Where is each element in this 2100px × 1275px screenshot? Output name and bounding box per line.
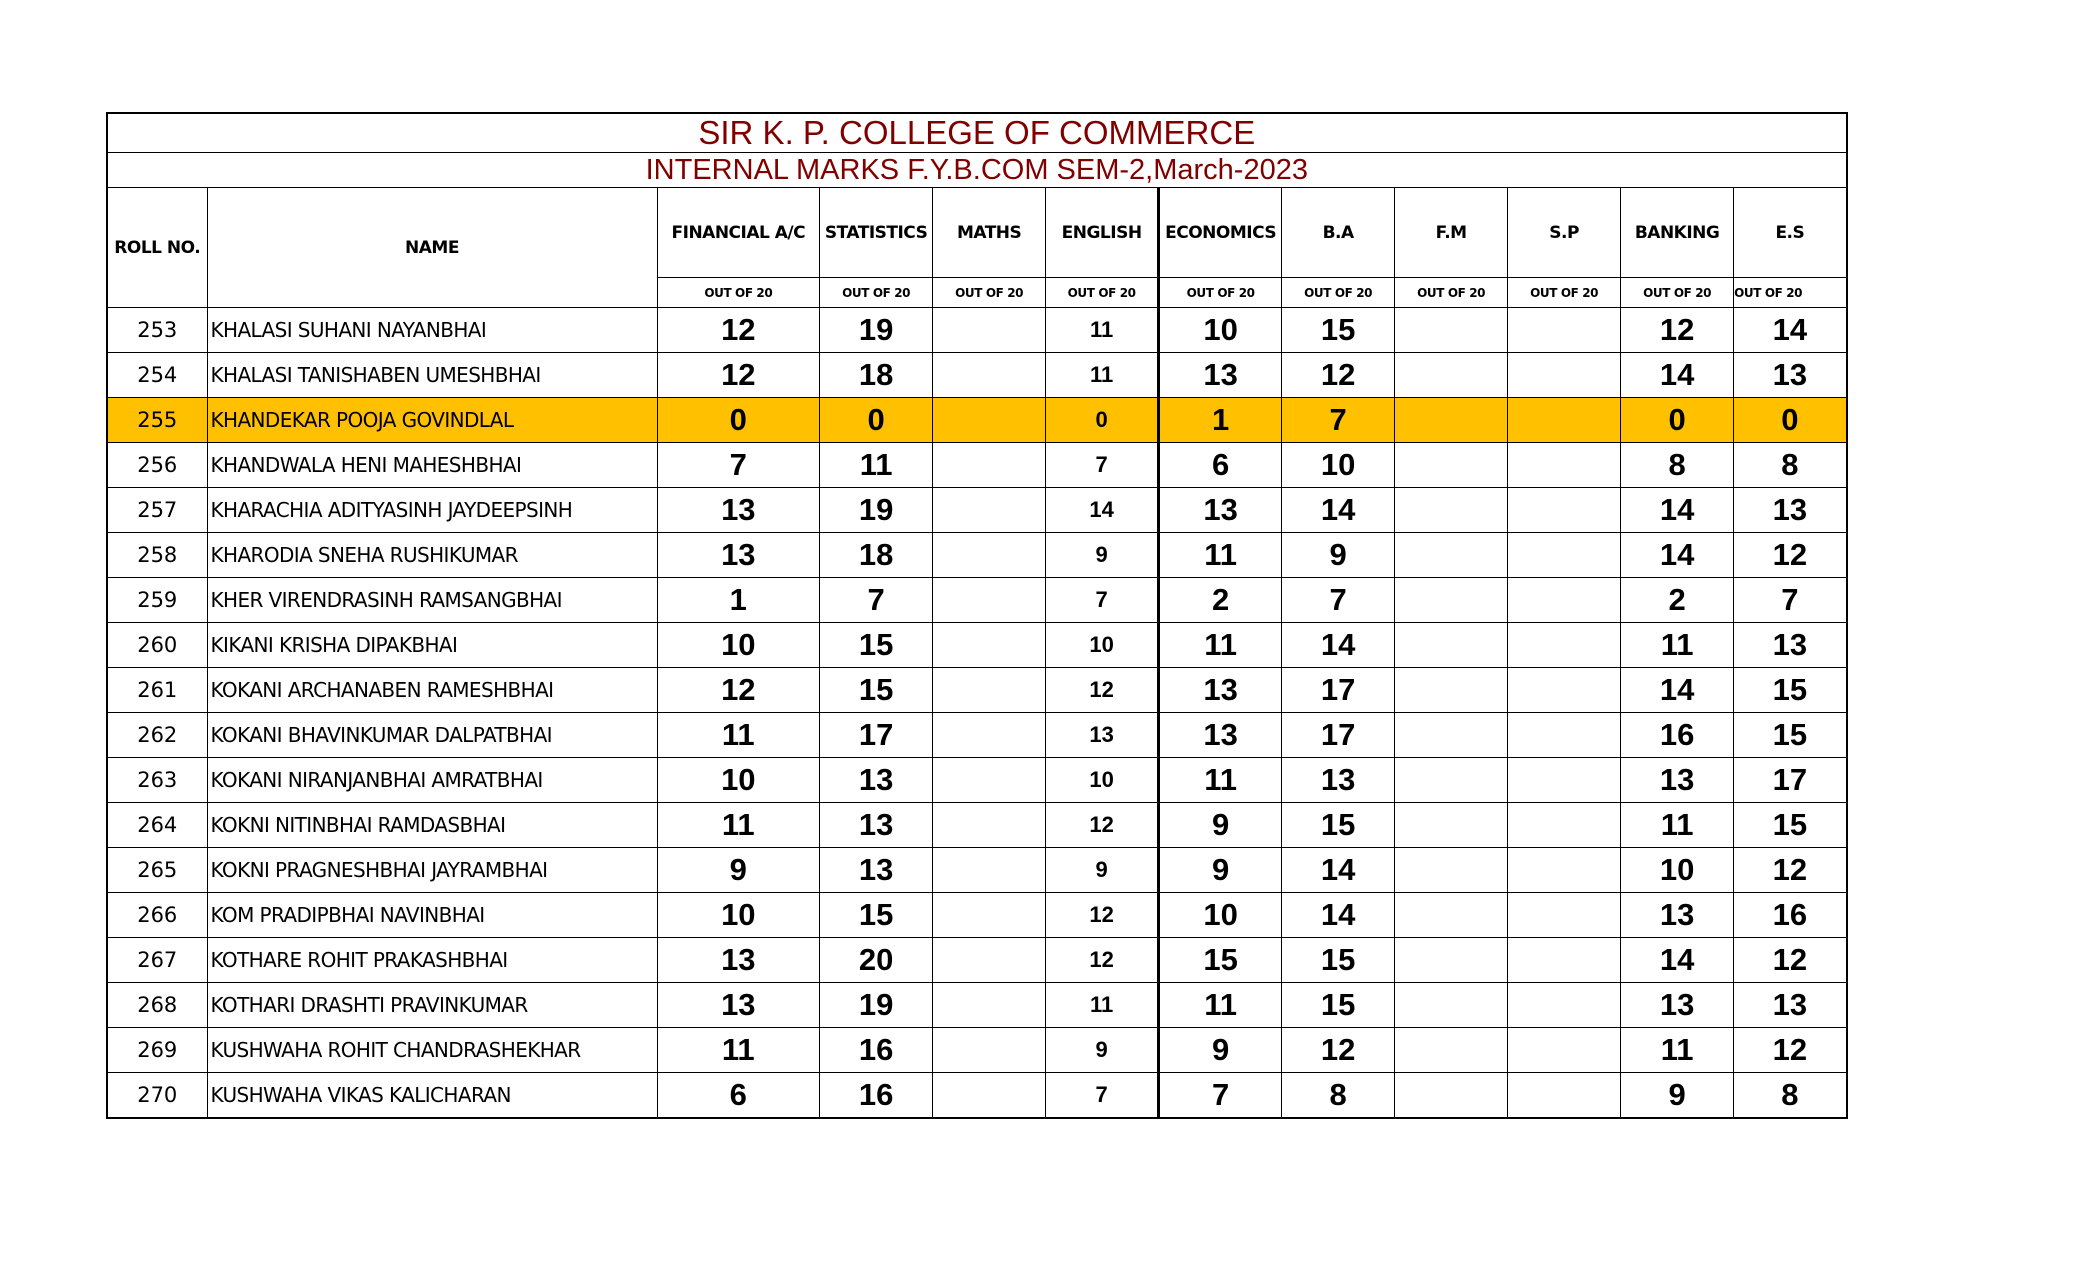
mark-cell bbox=[1395, 668, 1508, 713]
mark-cell bbox=[1508, 848, 1621, 893]
mark-cell: 8 bbox=[1621, 443, 1734, 488]
mark-cell: 14 bbox=[1282, 488, 1395, 533]
mark-cell: 14 bbox=[1282, 623, 1395, 668]
mark-cell: 14 bbox=[1621, 938, 1734, 983]
mark-cell: 13 bbox=[1621, 983, 1734, 1028]
mark-cell: 15 bbox=[820, 623, 933, 668]
table-row bbox=[107, 443, 1847, 488]
header-subject: STATISTICS bbox=[820, 188, 933, 278]
mark-cell bbox=[933, 668, 1046, 713]
mark-cell: 7 bbox=[1282, 398, 1395, 443]
student-name: KHANDEKAR POOJA GOVINDLAL bbox=[207, 398, 657, 443]
mark-cell: 12 bbox=[1046, 893, 1159, 938]
student-name: KOKANI NIRANJANBHAI AMRATBHAI bbox=[207, 758, 657, 803]
mark-cell: 9 bbox=[1046, 533, 1159, 578]
mark-cell: 17 bbox=[820, 713, 933, 758]
mark-cell bbox=[1395, 578, 1508, 623]
mark-cell: 20 bbox=[820, 938, 933, 983]
mark-cell bbox=[1508, 533, 1621, 578]
mark-cell: 13 bbox=[1734, 983, 1847, 1028]
mark-cell: 13 bbox=[1159, 668, 1282, 713]
mark-cell bbox=[1395, 308, 1508, 353]
roll-number: 263 bbox=[107, 758, 207, 803]
table-row bbox=[107, 353, 1847, 398]
mark-cell: 13 bbox=[1621, 893, 1734, 938]
header-name: NAME bbox=[207, 188, 657, 308]
mark-cell: 12 bbox=[657, 308, 820, 353]
mark-cell: 16 bbox=[1734, 893, 1847, 938]
student-name: KOKNI NITINBHAI RAMDASBHAI bbox=[207, 803, 657, 848]
mark-cell: 7 bbox=[1046, 443, 1159, 488]
mark-cell bbox=[1508, 893, 1621, 938]
mark-cell bbox=[933, 623, 1046, 668]
roll-number: 253 bbox=[107, 308, 207, 353]
mark-cell: 14 bbox=[1621, 668, 1734, 713]
mark-cell: 12 bbox=[1046, 668, 1159, 713]
mark-cell: 10 bbox=[1159, 308, 1282, 353]
mark-cell: 12 bbox=[1734, 848, 1847, 893]
mark-cell: 15 bbox=[820, 668, 933, 713]
college-title: SIR K. P. COLLEGE OF COMMERCE bbox=[107, 113, 1847, 153]
mark-cell: 7 bbox=[1046, 578, 1159, 623]
mark-cell: 2 bbox=[1159, 578, 1282, 623]
mark-cell: 12 bbox=[1621, 308, 1734, 353]
roll-number: 255 bbox=[107, 398, 207, 443]
mark-cell bbox=[933, 1073, 1046, 1119]
header-subject: FINANCIAL A/C bbox=[657, 188, 820, 278]
mark-cell: 7 bbox=[657, 443, 820, 488]
mark-cell: 9 bbox=[1159, 1028, 1282, 1073]
mark-cell: 9 bbox=[1046, 848, 1159, 893]
marks-table bbox=[106, 112, 1848, 1119]
mark-cell: 13 bbox=[657, 938, 820, 983]
mark-cell: 11 bbox=[1046, 983, 1159, 1028]
mark-cell bbox=[1395, 938, 1508, 983]
mark-cell: 14 bbox=[1282, 893, 1395, 938]
mark-cell bbox=[1395, 623, 1508, 668]
mark-cell: 13 bbox=[1282, 758, 1395, 803]
header-subject: MATHS bbox=[933, 188, 1046, 278]
mark-cell: 14 bbox=[1621, 488, 1734, 533]
mark-cell bbox=[1508, 1028, 1621, 1073]
mark-cell: 18 bbox=[820, 533, 933, 578]
mark-cell: 14 bbox=[1046, 488, 1159, 533]
mark-cell bbox=[1508, 758, 1621, 803]
table-row bbox=[107, 488, 1847, 533]
mark-cell: 13 bbox=[1159, 713, 1282, 758]
table-row bbox=[107, 533, 1847, 578]
table-row bbox=[107, 848, 1847, 893]
mark-cell: 12 bbox=[1282, 1028, 1395, 1073]
out-of-label: OUT OF 20 bbox=[1621, 278, 1734, 308]
mark-cell bbox=[933, 443, 1046, 488]
mark-cell: 8 bbox=[1734, 1073, 1847, 1119]
mark-cell: 9 bbox=[1282, 533, 1395, 578]
out-of-label: OUT OF 20 bbox=[1046, 278, 1159, 308]
roll-number: 261 bbox=[107, 668, 207, 713]
student-name: KHER VIRENDRASINH RAMSANGBHAI bbox=[207, 578, 657, 623]
mark-cell: 10 bbox=[1046, 623, 1159, 668]
mark-cell: 15 bbox=[1282, 308, 1395, 353]
mark-cell: 10 bbox=[657, 893, 820, 938]
student-name: KUSHWAHA VIKAS KALICHARAN bbox=[207, 1073, 657, 1119]
mark-cell bbox=[933, 488, 1046, 533]
mark-cell: 16 bbox=[820, 1073, 933, 1119]
roll-number: 258 bbox=[107, 533, 207, 578]
mark-cell bbox=[1395, 848, 1508, 893]
mark-cell: 0 bbox=[820, 398, 933, 443]
mark-cell: 15 bbox=[1282, 803, 1395, 848]
student-name: KOKANI BHAVINKUMAR DALPATBHAI bbox=[207, 713, 657, 758]
mark-cell: 14 bbox=[1734, 308, 1847, 353]
student-name: KIKANI KRISHA DIPAKBHAI bbox=[207, 623, 657, 668]
mark-cell: 9 bbox=[1621, 1073, 1734, 1119]
mark-cell: 17 bbox=[1282, 713, 1395, 758]
mark-cell bbox=[1508, 803, 1621, 848]
header-subject: F.M bbox=[1395, 188, 1508, 278]
mark-cell: 7 bbox=[1159, 1073, 1282, 1119]
mark-cell: 12 bbox=[1734, 1028, 1847, 1073]
table-row bbox=[107, 713, 1847, 758]
table-row bbox=[107, 938, 1847, 983]
mark-cell: 11 bbox=[820, 443, 933, 488]
mark-cell bbox=[1508, 938, 1621, 983]
header-subject: S.P bbox=[1508, 188, 1621, 278]
out-of-label: OUT OF 20 bbox=[1508, 278, 1621, 308]
roll-number: 259 bbox=[107, 578, 207, 623]
mark-cell: 12 bbox=[1282, 353, 1395, 398]
mark-cell bbox=[933, 848, 1046, 893]
mark-cell bbox=[1395, 353, 1508, 398]
roll-number: 268 bbox=[107, 983, 207, 1028]
mark-cell: 13 bbox=[1734, 353, 1847, 398]
out-of-label: OUT OF 20 bbox=[1282, 278, 1395, 308]
mark-cell: 0 bbox=[1621, 398, 1734, 443]
mark-cell: 13 bbox=[657, 488, 820, 533]
out-of-label: OUT OF 20 bbox=[933, 278, 1046, 308]
table-row bbox=[107, 668, 1847, 713]
mark-cell: 15 bbox=[1282, 983, 1395, 1028]
mark-cell: 17 bbox=[1734, 758, 1847, 803]
mark-cell bbox=[1395, 533, 1508, 578]
table-row bbox=[107, 893, 1847, 938]
mark-cell: 13 bbox=[1046, 713, 1159, 758]
mark-cell: 17 bbox=[1282, 668, 1395, 713]
mark-cell bbox=[1508, 623, 1621, 668]
out-of-label: OUT OF 20 bbox=[1159, 278, 1282, 308]
table-row bbox=[107, 758, 1847, 803]
student-name: KOKNI PRAGNESHBHAI JAYRAMBHAI bbox=[207, 848, 657, 893]
mark-cell: 15 bbox=[1734, 803, 1847, 848]
header-subject: B.A bbox=[1282, 188, 1395, 278]
mark-cell: 12 bbox=[1734, 533, 1847, 578]
mark-cell: 13 bbox=[1159, 488, 1282, 533]
mark-cell: 0 bbox=[1046, 398, 1159, 443]
mark-cell: 11 bbox=[1046, 353, 1159, 398]
mark-cell bbox=[1508, 398, 1621, 443]
mark-cell: 10 bbox=[1046, 758, 1159, 803]
student-name: KHALASI SUHANI NAYANBHAI bbox=[207, 308, 657, 353]
mark-cell: 1 bbox=[1159, 398, 1282, 443]
mark-cell bbox=[1508, 578, 1621, 623]
out-of-label: OUT OF 20 bbox=[820, 278, 933, 308]
mark-cell: 10 bbox=[1621, 848, 1734, 893]
mark-cell bbox=[1395, 1028, 1508, 1073]
mark-cell: 7 bbox=[1282, 578, 1395, 623]
mark-cell bbox=[933, 713, 1046, 758]
mark-cell bbox=[1508, 668, 1621, 713]
mark-cell bbox=[933, 398, 1046, 443]
roll-number: 257 bbox=[107, 488, 207, 533]
mark-cell: 2 bbox=[1621, 578, 1734, 623]
mark-cell bbox=[1395, 713, 1508, 758]
student-name: KOTHARE ROHIT PRAKASHBHAI bbox=[207, 938, 657, 983]
mark-cell bbox=[933, 803, 1046, 848]
mark-cell: 11 bbox=[1621, 1028, 1734, 1073]
mark-cell: 14 bbox=[1621, 533, 1734, 578]
mark-cell: 11 bbox=[657, 713, 820, 758]
out-of-label: OUT OF 20 bbox=[1395, 278, 1508, 308]
mark-cell: 14 bbox=[1621, 353, 1734, 398]
mark-cell bbox=[933, 533, 1046, 578]
mark-cell: 13 bbox=[820, 803, 933, 848]
roll-number: 267 bbox=[107, 938, 207, 983]
mark-cell: 8 bbox=[1282, 1073, 1395, 1119]
header-subject: E.S bbox=[1734, 188, 1847, 278]
mark-cell: 10 bbox=[657, 758, 820, 803]
roll-number: 264 bbox=[107, 803, 207, 848]
mark-cell bbox=[1508, 488, 1621, 533]
mark-cell: 15 bbox=[1734, 668, 1847, 713]
mark-cell bbox=[933, 1028, 1046, 1073]
student-name: KHALASI TANISHABEN UMESHBHAI bbox=[207, 353, 657, 398]
table-row bbox=[107, 803, 1847, 848]
student-name: KOKANI ARCHANABEN RAMESHBHAI bbox=[207, 668, 657, 713]
mark-cell: 13 bbox=[1159, 353, 1282, 398]
mark-cell: 13 bbox=[1734, 488, 1847, 533]
student-name: KHANDWALA HENI MAHESHBHAI bbox=[207, 443, 657, 488]
mark-cell: 18 bbox=[820, 353, 933, 398]
mark-cell bbox=[1508, 443, 1621, 488]
mark-cell: 9 bbox=[1046, 1028, 1159, 1073]
mark-cell: 1 bbox=[657, 578, 820, 623]
roll-number: 262 bbox=[107, 713, 207, 758]
mark-cell: 0 bbox=[1734, 398, 1847, 443]
mark-cell: 12 bbox=[657, 353, 820, 398]
mark-cell: 15 bbox=[1282, 938, 1395, 983]
mark-cell: 12 bbox=[1046, 938, 1159, 983]
mark-cell: 9 bbox=[1159, 803, 1282, 848]
mark-cell bbox=[933, 758, 1046, 803]
roll-number: 265 bbox=[107, 848, 207, 893]
mark-cell: 8 bbox=[1734, 443, 1847, 488]
mark-cell bbox=[1508, 1073, 1621, 1119]
mark-cell bbox=[1395, 803, 1508, 848]
mark-cell: 13 bbox=[820, 848, 933, 893]
table-row bbox=[107, 1028, 1847, 1073]
table-row bbox=[107, 983, 1847, 1028]
mark-cell bbox=[1395, 893, 1508, 938]
roll-number: 260 bbox=[107, 623, 207, 668]
table-row bbox=[107, 308, 1847, 353]
mark-cell: 13 bbox=[820, 758, 933, 803]
mark-cell: 10 bbox=[1282, 443, 1395, 488]
mark-cell: 19 bbox=[820, 983, 933, 1028]
mark-cell: 11 bbox=[1159, 758, 1282, 803]
mark-cell: 11 bbox=[657, 1028, 820, 1073]
mark-cell: 7 bbox=[820, 578, 933, 623]
mark-cell: 10 bbox=[657, 623, 820, 668]
mark-cell: 15 bbox=[1159, 938, 1282, 983]
mark-cell bbox=[1508, 713, 1621, 758]
mark-cell: 13 bbox=[657, 983, 820, 1028]
sheet-subtitle: INTERNAL MARKS F.Y.B.COM SEM-2,March-2023 bbox=[107, 153, 1847, 188]
mark-cell: 12 bbox=[657, 668, 820, 713]
student-name: KHARODIA SNEHA RUSHIKUMAR bbox=[207, 533, 657, 578]
mark-cell: 16 bbox=[1621, 713, 1734, 758]
mark-cell bbox=[1508, 353, 1621, 398]
mark-cell: 15 bbox=[1734, 713, 1847, 758]
mark-cell: 6 bbox=[657, 1073, 820, 1119]
mark-cell: 13 bbox=[1621, 758, 1734, 803]
student-name: KHARACHIA ADITYASINH JAYDEEPSINH bbox=[207, 488, 657, 533]
header-subject: ECONOMICS bbox=[1159, 188, 1282, 278]
mark-cell bbox=[1395, 488, 1508, 533]
mark-cell bbox=[933, 578, 1046, 623]
mark-cell bbox=[933, 938, 1046, 983]
mark-cell: 11 bbox=[1159, 533, 1282, 578]
out-of-label: OUT OF 20 bbox=[657, 278, 820, 308]
mark-cell: 11 bbox=[1621, 803, 1734, 848]
mark-cell bbox=[1508, 308, 1621, 353]
student-name: KUSHWAHA ROHIT CHANDRASHEKHAR bbox=[207, 1028, 657, 1073]
mark-cell: 6 bbox=[1159, 443, 1282, 488]
mark-cell: 9 bbox=[1159, 848, 1282, 893]
mark-cell: 11 bbox=[1159, 983, 1282, 1028]
table-row bbox=[107, 1073, 1847, 1119]
mark-cell: 11 bbox=[1046, 308, 1159, 353]
mark-cell: 9 bbox=[657, 848, 820, 893]
out-of-label: OUT OF 20 bbox=[1734, 278, 1847, 308]
student-name: KOM PRADIPBHAI NAVINBHAI bbox=[207, 893, 657, 938]
mark-cell bbox=[1395, 983, 1508, 1028]
mark-cell bbox=[1395, 398, 1508, 443]
mark-cell bbox=[1395, 1073, 1508, 1119]
mark-cell: 10 bbox=[1159, 893, 1282, 938]
mark-cell bbox=[933, 308, 1046, 353]
mark-cell: 11 bbox=[657, 803, 820, 848]
mark-cell: 11 bbox=[1159, 623, 1282, 668]
mark-cell bbox=[1395, 443, 1508, 488]
roll-number: 269 bbox=[107, 1028, 207, 1073]
mark-cell: 14 bbox=[1282, 848, 1395, 893]
mark-cell: 16 bbox=[820, 1028, 933, 1073]
table-row bbox=[107, 623, 1847, 668]
roll-number: 254 bbox=[107, 353, 207, 398]
mark-cell bbox=[933, 893, 1046, 938]
mark-cell: 13 bbox=[1734, 623, 1847, 668]
mark-cell: 0 bbox=[657, 398, 820, 443]
roll-number: 266 bbox=[107, 893, 207, 938]
roll-number: 270 bbox=[107, 1073, 207, 1119]
mark-cell: 7 bbox=[1734, 578, 1847, 623]
mark-cell: 7 bbox=[1046, 1073, 1159, 1119]
mark-cell: 13 bbox=[657, 533, 820, 578]
header-subject: ENGLISH bbox=[1046, 188, 1159, 278]
mark-cell: 11 bbox=[1621, 623, 1734, 668]
table-row bbox=[107, 578, 1847, 623]
header-subject: BANKING bbox=[1621, 188, 1734, 278]
table-row bbox=[107, 398, 1847, 443]
mark-cell: 15 bbox=[820, 893, 933, 938]
mark-cell: 12 bbox=[1734, 938, 1847, 983]
mark-cell bbox=[933, 983, 1046, 1028]
student-name: KOTHARI DRASHTI PRAVINKUMAR bbox=[207, 983, 657, 1028]
header-roll-no: ROLL NO. bbox=[107, 188, 207, 308]
mark-cell: 12 bbox=[1046, 803, 1159, 848]
mark-cell bbox=[933, 353, 1046, 398]
mark-cell: 19 bbox=[820, 308, 933, 353]
mark-cell bbox=[1395, 758, 1508, 803]
mark-cell bbox=[1508, 983, 1621, 1028]
mark-cell: 19 bbox=[820, 488, 933, 533]
roll-number: 256 bbox=[107, 443, 207, 488]
